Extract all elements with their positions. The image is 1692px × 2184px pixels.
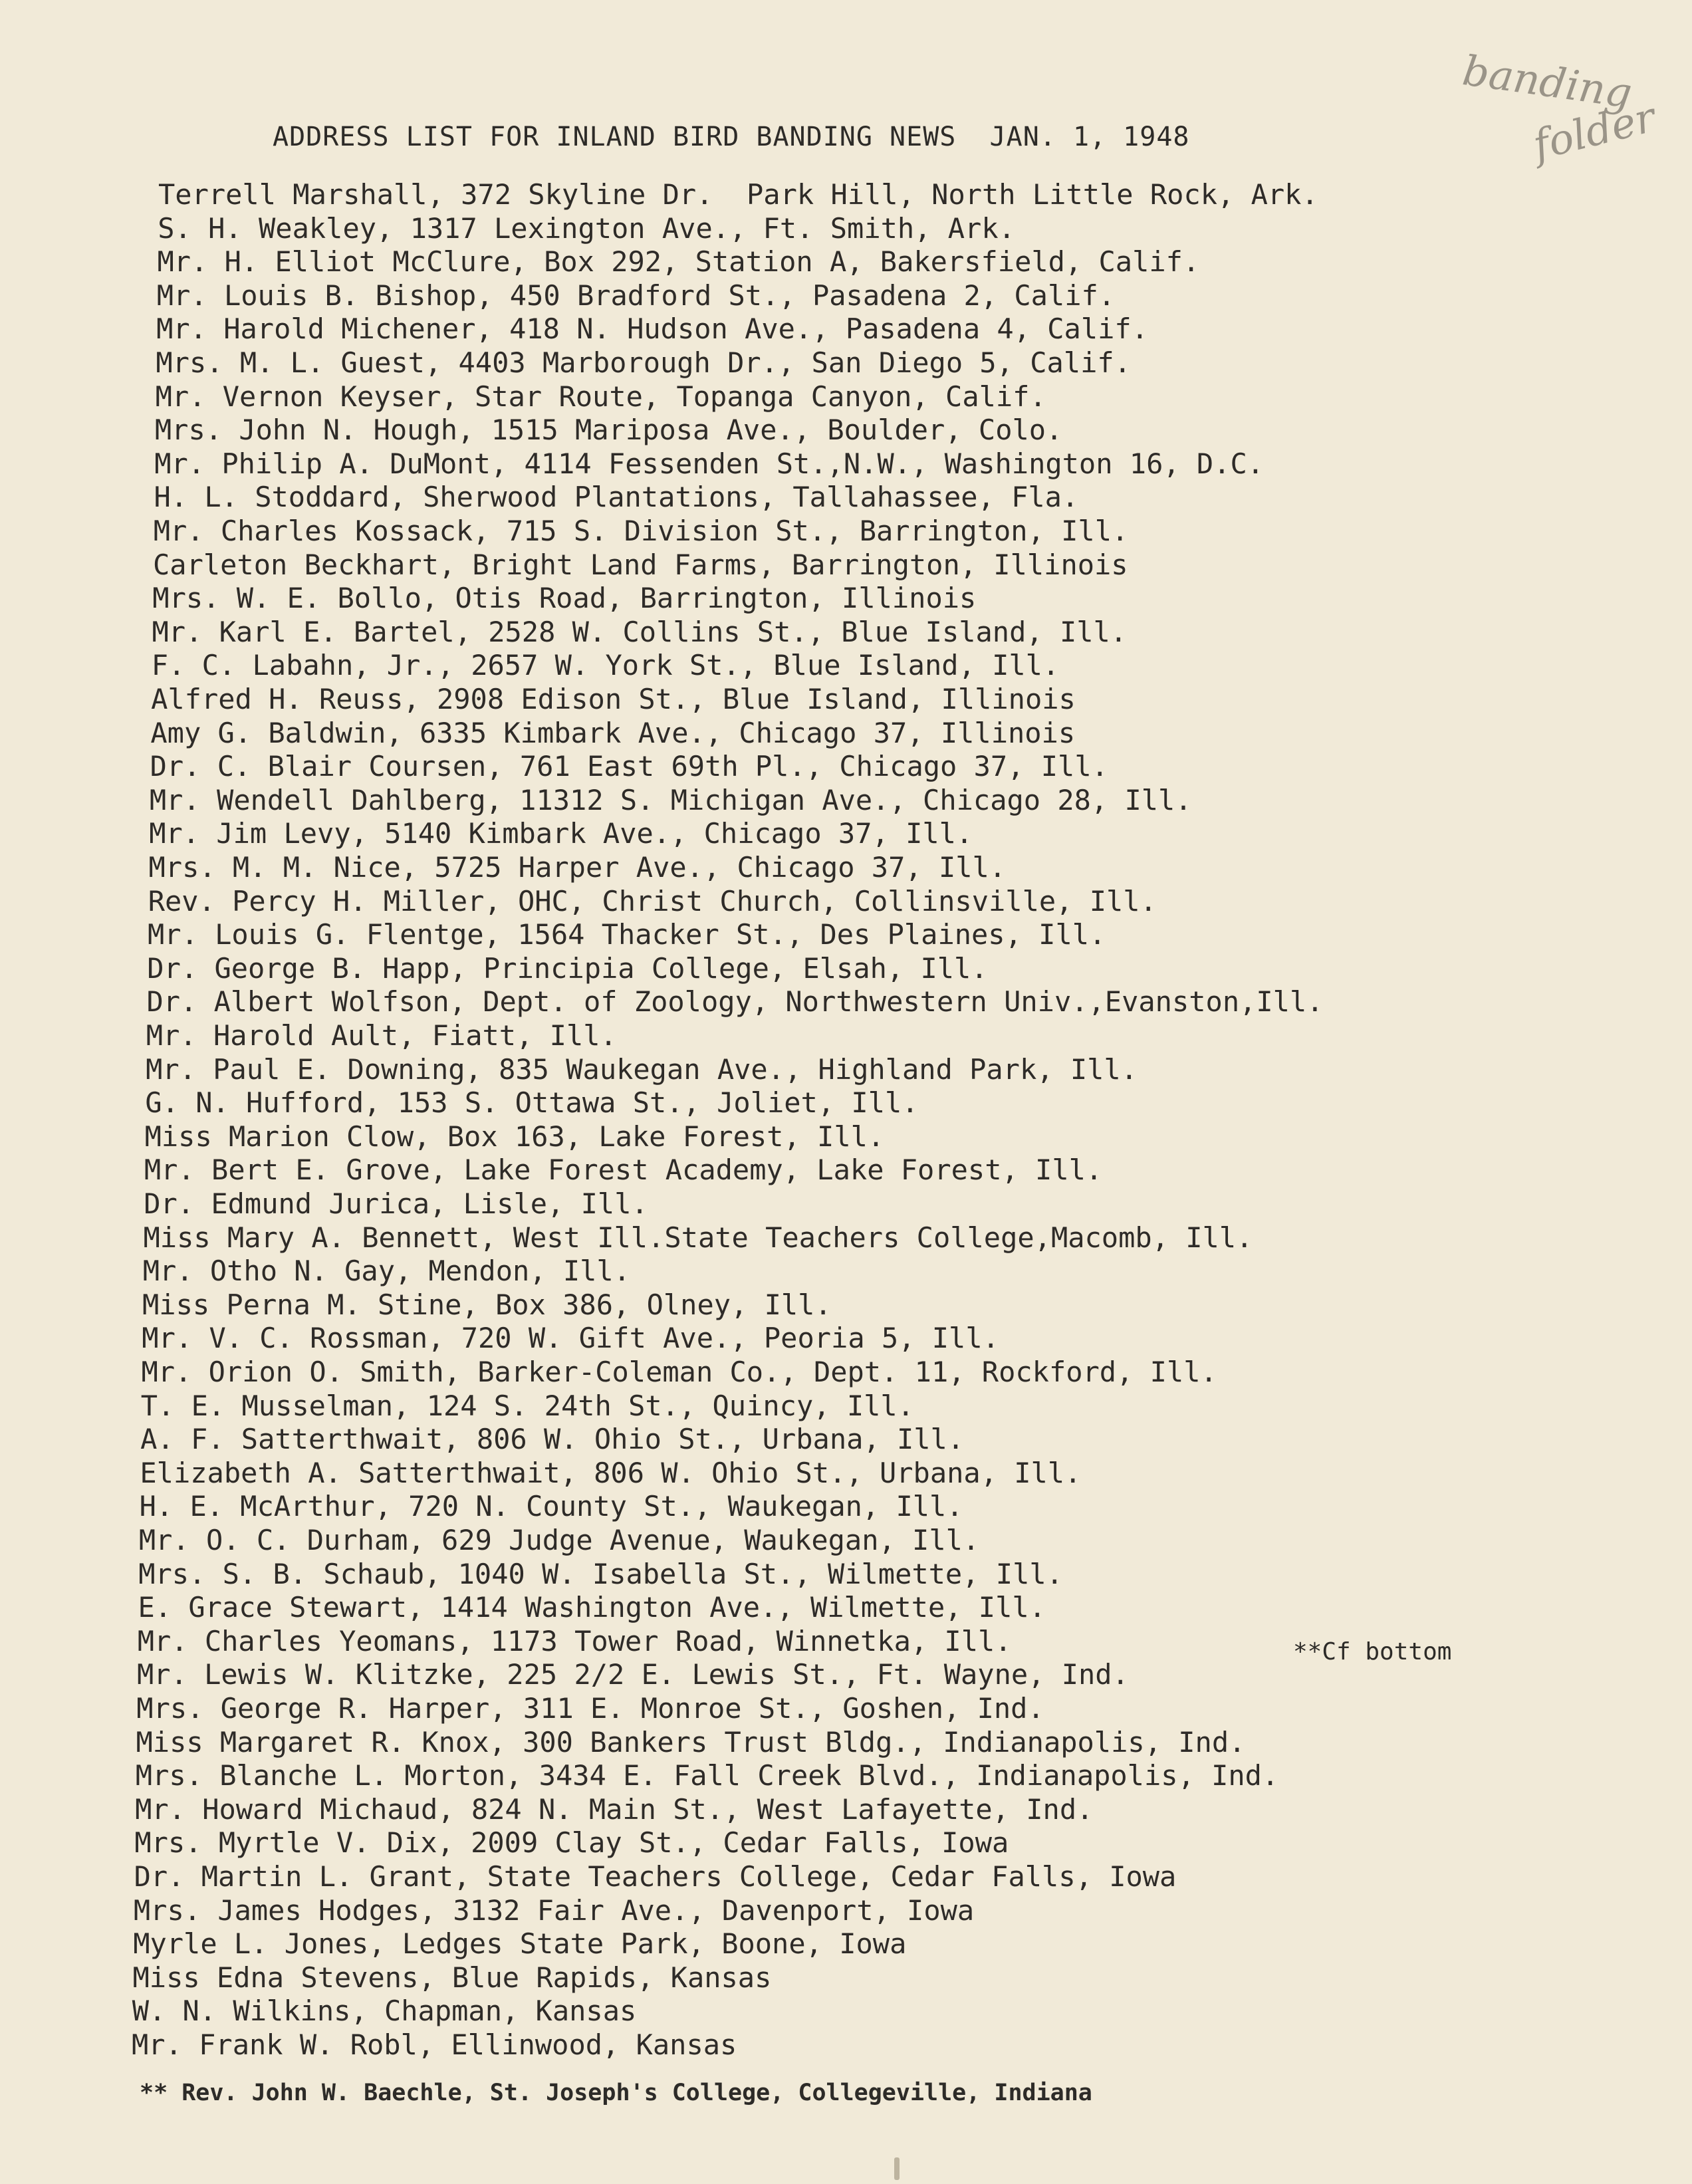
address-entry: Mr. V. C. Rossman, 720 W. Gift Ave., Peoria 5, Ill. — [142, 1322, 999, 1355]
address-entry: Miss Perna M. Stine, Box 386, Olney, Ill. — [142, 1288, 832, 1321]
address-entry: Mr. Orion O. Smith, Barker-Coleman Co., Dept. 11, Rockford, Ill. — [141, 1356, 1217, 1388]
address-entry: Miss Margaret R. Knox, 300 Bankers Trust Bldg., Indianapolis, Ind. — [136, 1725, 1246, 1759]
address-entry: Terrell Marshall, 372 Skyline Dr. Park Hill, North Little Rock, Ark. — [158, 178, 1318, 211]
address-entry: W. N. Wilkins, Chapman, Kansas — [132, 1995, 637, 2028]
address-entry: A. F. Satterthwait, 806 W. Ohio St., Urbana, Ill. — [140, 1423, 965, 1456]
address-entry: F. C. Labahn, Jr., 2657 W. York St., Blue Island, Ill. — [151, 649, 1060, 682]
address-entry: Mr. Philip A. DuMont, 4114 Fessenden St.,N.W., Washington 16, D.C. — [154, 447, 1265, 480]
address-entry: H. E. McArthur, 720 N. County St., Waukegan, Ill. — [139, 1490, 963, 1523]
address-entry: Rev. Percy H. Miller, OHC, Christ Church, Collinsville, Ill. — [148, 884, 1157, 917]
footnote: ** Rev. John W. Baechle, St. Joseph's College, Collegeville, Indiana — [140, 2080, 1092, 2106]
address-entry: Mrs. Myrtle V. Dix, 2009 Clay St., Cedar Falls, Iowa — [134, 1826, 1009, 1860]
address-entry: Mr. Louis B. Bishop, 450 Bradford St., Pasadena 2, Calif. — [156, 279, 1116, 312]
address-entry: Mr. O. C. Durham, 629 Judge Avenue, Waukegan, Ill. — [138, 1524, 980, 1556]
address-entry: Mr. Karl E. Bartel, 2528 W. Collins St., Blue Island, Ill. — [152, 615, 1128, 648]
address-entry: Myrle L. Jones, Ledges State Park, Boone, Iowa — [133, 1927, 907, 1961]
address-entry: Mrs. George R. Harper, 311 E. Monroe St., Goshen, Ind. — [136, 1692, 1044, 1725]
address-entry: Mr. Vernon Keyser, Star Route, Topanga Canyon, Calif. — [155, 380, 1046, 413]
address-entry: Miss Mary A. Bennett, West Ill.State Teachers College,Macomb, Ill. — [143, 1221, 1253, 1254]
address-entry: Mr. Otho N. Gay, Mendon, Ill. — [142, 1255, 630, 1288]
address-entry: Mr. H. Elliot McClure, Box 292, Station A, Bakersfield, Calif. — [157, 245, 1200, 279]
address-entry: Carleton Beckhart, Bright Land Farms, Barrington, Illinois — [153, 548, 1128, 581]
address-entry: E. Grace Stewart, 1414 Washington Ave., Wilmette, Ill. — [138, 1591, 1046, 1624]
address-entry: Miss Edna Stevens, Blue Rapids, Kansas — [132, 1961, 772, 1994]
address-entry: Mrs. James Hodges, 3132 Fair Ave., Davenport, Iowa — [133, 1893, 975, 1927]
address-entry: Mr. Bert E. Grove, Lake Forest Academy, Lake Forest, Ill. — [144, 1153, 1103, 1187]
address-entry: Mr. Charles Kossack, 715 S. Division St., Barrington, Ill. — [153, 515, 1129, 547]
address-entry: Mr. Jim Levy, 5140 Kimbark Ave., Chicago 37, Ill. — [149, 817, 973, 850]
address-entry: Elizabeth A. Satterthwait, 806 W. Ohio St., Urbana, Ill. — [140, 1456, 1082, 1489]
address-entry: Mr. Frank W. Robl, Ellinwood, Kansas — [132, 2028, 737, 2061]
handwritten-note-folder: folder — [1528, 92, 1660, 170]
address-entry: H. L. Stoddard, Sherwood Plantations, Tallahassee, Fla. — [154, 481, 1079, 514]
address-entry: Mr. Lewis W. Klitzke, 225 2/2 E. Lewis St., Ft. Wayne, Ind. — [137, 1658, 1129, 1691]
document-title: ADDRESS LIST FOR INLAND BIRD BANDING NEWS JAN. 1, 1948 — [273, 122, 1190, 152]
address-entry: Mr. Louis G. Flentge, 1564 Thacker St., Des Plaines, Ill. — [148, 918, 1106, 951]
address-entry: Mrs. S. B. Schaub, 1040 W. Isabella St., Wilmette, Ill. — [138, 1557, 1063, 1590]
address-entry: Mr. Paul E. Downing, 835 Waukegan Ave., Highland Park, Ill. — [146, 1052, 1138, 1086]
address-entry: Dr. Edmund Jurica, Lisle, Ill. — [144, 1187, 648, 1220]
address-entry: Mrs. M. M. Nice, 5725 Harper Ave., Chicago 37, Ill. — [148, 851, 1007, 884]
address-entry: Dr. Martin L. Grant, State Teachers College, Cedar Falls, Iowa — [134, 1860, 1177, 1893]
address-entry: G. N. Hufford, 153 S. Ottawa St., Joliet, Ill. — [145, 1086, 919, 1120]
address-entry: Mrs. M. L. Guest, 4403 Marborough Dr., San Diego 5, Calif. — [156, 346, 1131, 379]
address-entry: Mr. Harold Michener, 418 N. Hudson Ave., Pasadena 4, Calif. — [156, 312, 1148, 346]
address-entry: Mrs. John N. Hough, 1515 Mariposa Ave., Boulder, Colo. — [154, 414, 1063, 447]
address-entry: Mr. Howard Michaud, 824 N. Main St., West Lafayette, Ind. — [135, 1792, 1094, 1826]
address-entry: Dr. George B. Happ, Principia College, Elsah, Ill. — [147, 951, 988, 985]
address-entry: Mr. Charles Yeomans, 1173 Tower Road, Winnetka, Ill. — [137, 1624, 1012, 1657]
address-entry: Dr. C. Blair Coursen, 761 East 69th Pl., Chicago 37, Ill. — [150, 750, 1108, 783]
paper-mark — [894, 2157, 900, 2180]
address-entry: Mrs. W. E. Bollo, Otis Road, Barrington, Illinois — [152, 582, 977, 615]
address-entry: S. H. Weakley, 1317 Lexington Ave., Ft. Smith, Ark. — [158, 211, 1015, 245]
address-entry: T. E. Musselman, 124 S. 24th St., Quincy, Ill. — [140, 1389, 914, 1422]
address-entry: Miss Marion Clow, Box 163, Lake Forest, Ill. — [144, 1120, 885, 1153]
address-entry: Alfred H. Reuss, 2908 Edison St., Blue Island, Illinois — [151, 683, 1076, 715]
address-entry: Mr. Harold Ault, Fiatt, Ill. — [146, 1019, 617, 1052]
address-entry: Dr. Albert Wolfson, Dept. of Zoology, Northwestern Univ.,Evanston,Ill. — [146, 985, 1324, 1019]
address-entry: Amy G. Baldwin, 6335 Kimbark Ave., Chicago 37, Illinois — [150, 716, 1076, 749]
handwritten-note-banding: banding — [1459, 46, 1635, 118]
cross-reference-note: **Cf bottom — [1293, 1638, 1452, 1665]
address-entry: Mr. Wendell Dahlberg, 11312 S. Michigan Ave., Chicago 28, Ill. — [149, 783, 1192, 816]
address-entry: Mrs. Blanche L. Morton, 3434 E. Fall Creek Blvd., Indianapolis, Ind. — [135, 1759, 1279, 1792]
